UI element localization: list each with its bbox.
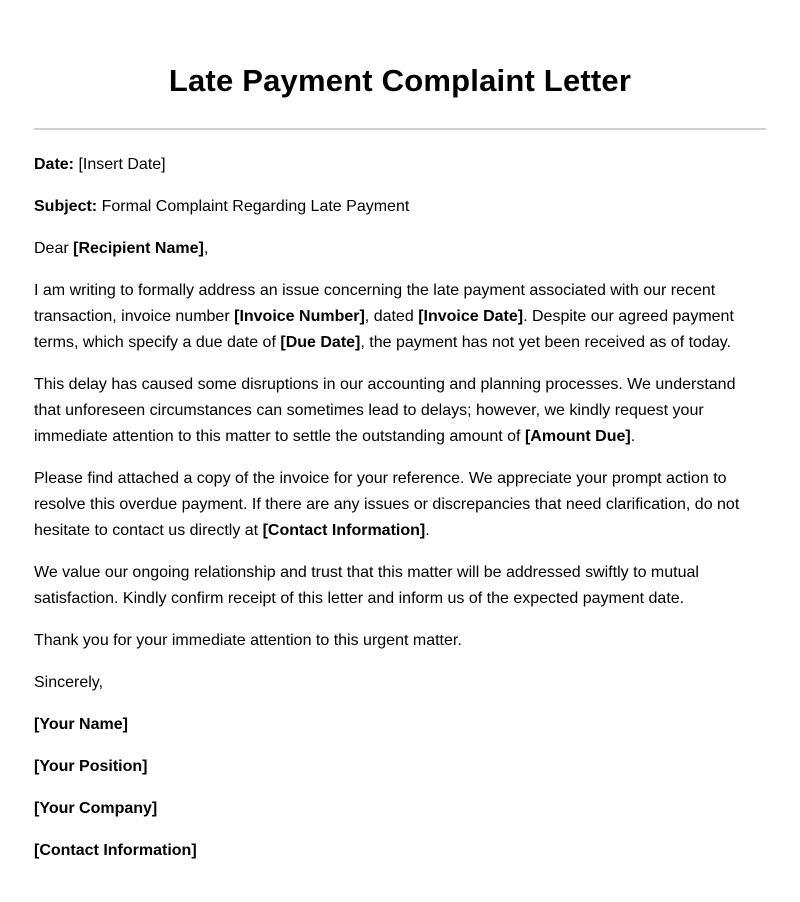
- your-contact-information: [Contact Information]: [34, 842, 197, 859]
- date-label: Date:: [34, 156, 75, 173]
- para2-text-1: This delay has caused some disruptions in our accounting and planning processes. We understand that unforeseen circumstances can sometimes lead to delays; however, we kindly request your immediate attention to this matter to settle the outstanding amount of: [34, 376, 736, 445]
- page-title: Late Payment Complaint Letter: [168, 63, 632, 98]
- para3-text-1: Please find attached a copy of the invoice for your reference. We appreciate your prompt action to resolve this overdue payment. If there are any issues or discrepancies that need clarification, do not hesitate to contact us directly at: [34, 470, 740, 539]
- due-date: [Due Date]: [280, 334, 361, 351]
- title-divider: [34, 128, 766, 130]
- paragraph-thanks: Thank you for your immediate attention to this urgent matter.: [34, 632, 462, 649]
- salutation-suffix: ,: [203, 240, 209, 257]
- para2-text-2: .: [630, 428, 636, 445]
- para3-text-2: .: [425, 522, 430, 539]
- signature-company: [34, 796, 766, 822]
- para1-text-1: I am writing to formally address an issue concerning the late payment associated with our recent transaction, invoice number: [34, 282, 716, 325]
- para1-text-4: , the payment has not yet been received as of today.: [360, 334, 731, 351]
- paragraph-relationship: We value our ongoing relationship and trust that this matter will be addressed swiftly to mutual satisfaction. Kindly confirm receipt of this letter and inform us of the expected payment date.: [34, 564, 699, 607]
- subject-value: Formal Complaint Regarding Late Payment: [101, 198, 410, 215]
- amount-due: [Amount Due]: [524, 428, 631, 445]
- paragraph-delay: [34, 372, 766, 450]
- signature-name: [34, 712, 766, 738]
- date-value: [Insert Date]: [78, 156, 166, 173]
- recipient-name: [Recipient Name]: [73, 240, 204, 257]
- paragraph-invoice: [34, 278, 766, 356]
- para1-text-3: . Despite our agreed payment terms, which specify a due date of: [34, 308, 734, 351]
- contact-information-inline: [Contact Information]: [262, 522, 426, 539]
- para1-text-2: , dated: [364, 308, 414, 325]
- your-company: [Your Company]: [34, 800, 158, 817]
- subject-label: Subject:: [34, 198, 98, 215]
- letter-body: [34, 152, 766, 864]
- signature-position: [34, 754, 766, 780]
- closing: Sincerely,: [34, 674, 104, 691]
- signature-contact: [34, 838, 766, 864]
- your-name: [Your Name]: [34, 716, 128, 733]
- subject-line: [34, 194, 766, 220]
- salutation: [34, 236, 766, 262]
- your-position: [Your Position]: [34, 758, 148, 775]
- paragraph-attachment: [34, 466, 766, 544]
- invoice-number: [Invoice Number]: [234, 308, 365, 325]
- salutation-prefix: Dear: [34, 240, 69, 257]
- invoice-date: [Invoice Date]: [418, 308, 524, 325]
- date-line: [34, 152, 766, 178]
